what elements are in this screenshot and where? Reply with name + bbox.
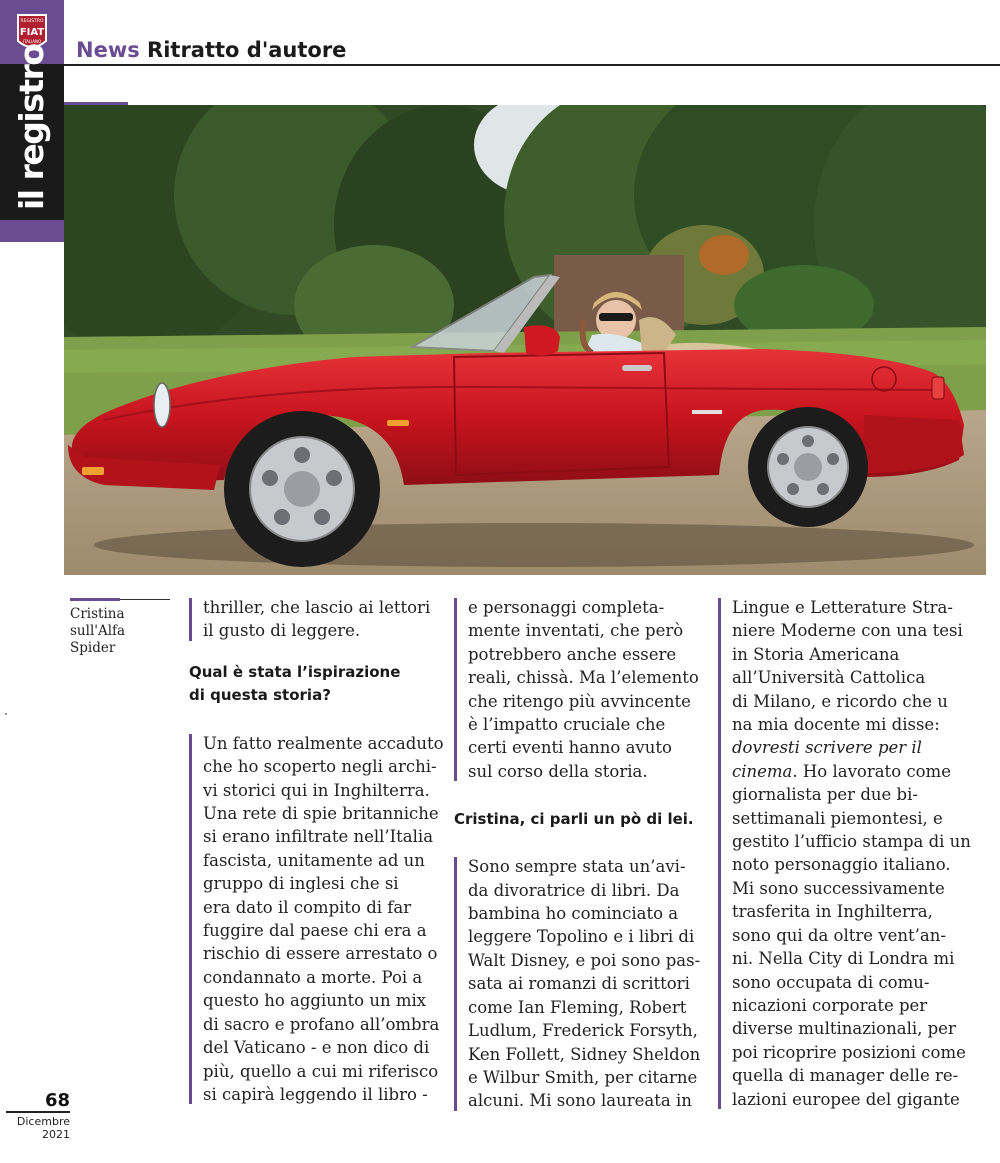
text-line: mente inventati, che però <box>468 621 684 641</box>
text-column-3 <box>718 596 988 1111</box>
text-line: Walt Disney, e poi sono pas- <box>468 950 701 970</box>
page-number: 68 <box>44 1090 70 1111</box>
issue-year: 2021 <box>42 1128 70 1141</box>
text-line: condannato a morte. Poi a <box>203 967 423 987</box>
text-line: come Ian Fleming, Robert <box>468 997 687 1017</box>
text-line: ni. Nella City di Londra mi <box>732 949 955 969</box>
text-column-2 <box>454 596 699 1113</box>
text-line: quella di manager delle re- <box>732 1066 959 1086</box>
text-line: trasferita in Inghilterra, <box>732 902 933 922</box>
text-line: e personaggi completa- <box>468 598 665 617</box>
text-line: più, quello a cui mi riferisco <box>203 1061 439 1081</box>
text-line: giornalista per due bi- <box>732 785 918 805</box>
paragraph <box>718 596 988 1111</box>
text-column-1 <box>189 596 444 1106</box>
header-rule <box>64 64 1000 66</box>
photo-caption <box>70 606 170 657</box>
text-line: reali, chissà. Ma l’elemento <box>468 668 699 688</box>
text-line: rischio di essere arrestato o <box>203 944 438 964</box>
caption-rule-accent <box>70 598 120 601</box>
folio-rule <box>6 1111 70 1113</box>
text-line: lazioni europee del gigante <box>732 1089 960 1109</box>
text-line: diverse multinazionali, per <box>732 1019 956 1039</box>
logo-top-text: REGISTRO <box>20 19 44 24</box>
text-line: che ho scoperto negli archi- <box>203 757 437 777</box>
text-line: na mia docente mi disse: <box>732 715 940 735</box>
interview-question <box>189 661 434 707</box>
paragraph <box>189 596 434 643</box>
text-line: leggere Topolino e i libri di <box>468 927 695 947</box>
issue-month: Dicembre <box>16 1115 70 1128</box>
italic-quote-line: dovresti scrivere per il <box>732 738 922 758</box>
text-line: il gusto di leggere. <box>203 621 361 641</box>
front-wheel <box>224 411 380 567</box>
caption-line: sull'Alfa <box>70 623 126 639</box>
paragraph <box>454 855 699 1112</box>
text-line: del Vaticano - e non dico di <box>203 1038 430 1058</box>
text-line: Un fatto realmente accaduto <box>203 733 444 753</box>
text-line: questo ho aggiunto un mix <box>203 991 427 1011</box>
question-line: Qual è stata l’ispirazione <box>189 662 401 681</box>
text-line: che ritengo più avvincente <box>468 691 691 711</box>
logo-bottom-text: ITALIANO <box>22 39 42 44</box>
text-line: Lingue e Letterature Stra- <box>732 598 953 617</box>
text-line: certi eventi hanno avuto <box>468 738 672 758</box>
issue-date <box>0 1115 70 1141</box>
caption-line: Cristina <box>70 606 125 622</box>
text-line: è l’impatto cruciale che <box>468 715 666 735</box>
text-line: e Wilbur Smith, per citarne <box>468 1067 698 1087</box>
text-line: nicazioni corporate per <box>732 995 928 1015</box>
text-line: da divoratrice di libri. Da <box>468 880 680 900</box>
feature-photo <box>64 105 986 575</box>
text-fragment: . Ho lavorato come <box>792 761 951 781</box>
text-line: settimanali piemontesi, e <box>732 808 943 828</box>
sidebar-vertical-label: il registro <box>12 44 51 210</box>
logo-main-text: FIAT <box>19 27 45 38</box>
caption-line: Spider <box>70 640 116 656</box>
text-line: si erano infiltrate nell’Italia <box>203 827 434 847</box>
text-line: di sacro e profano all’ombra <box>203 1014 440 1034</box>
page-header <box>76 38 346 62</box>
rear-wheel <box>748 407 868 527</box>
text-line: vi storici qui in Inghilterra. <box>203 780 430 800</box>
text-line: poi ricoprire posizioni come <box>732 1042 966 1062</box>
text-line: niere Moderne con una tesi <box>732 621 963 641</box>
paragraph <box>454 596 699 783</box>
text-line: alcuni. Mi sono laureata in <box>468 1091 692 1111</box>
text-line: Sono sempre stata un’avi- <box>468 857 686 877</box>
text-line: fascista, unitamente ad un <box>203 850 425 870</box>
text-line: bambina ho cominciato a <box>468 904 679 924</box>
text-line: di Milano, e ricordo che u <box>732 691 948 711</box>
stray-dot <box>5 713 7 715</box>
text-line: thriller, che lascio ai lettori <box>203 598 431 617</box>
sidebar-accent-bar <box>0 220 64 242</box>
header-section: News <box>76 38 140 62</box>
text-line: gestito l’ufficio stampa di un <box>732 832 971 852</box>
text-line: Ken Follett, Sidney Sheldon <box>468 1044 701 1064</box>
text-line: in Storia Americana <box>732 644 900 664</box>
trees-background <box>64 105 986 365</box>
text-line: all’Università Cattolica <box>732 668 926 688</box>
italic-quote-word: cinema <box>732 761 793 781</box>
text-line: Una rete di spie britanniche <box>203 804 439 824</box>
text-line: fuggire dal paese chi era a <box>203 921 427 941</box>
text-line: sata ai romanzi di scrittori <box>468 974 690 994</box>
caption-rule <box>120 599 170 600</box>
paragraph <box>189 732 444 1107</box>
text-line: sul corso della storia. <box>468 761 648 781</box>
text-line: sono occupata di comu- <box>732 972 930 992</box>
text-line: noto personaggio italiano. <box>732 855 951 875</box>
text-line: Mi sono successivamente <box>732 878 945 898</box>
question-line: di questa storia? <box>189 685 331 704</box>
question-line: Cristina, ci parli un pò di lei. <box>454 810 694 829</box>
text-line: potrebbero anche essere <box>468 644 677 664</box>
text-line: gruppo di inglesi che si <box>203 874 399 894</box>
text-line: Ludlum, Frederick Forsyth, <box>468 1021 698 1041</box>
interview-question <box>454 808 699 831</box>
text-line: si capirà leggendo il libro - <box>203 1084 428 1104</box>
text-line: sono qui da oltre vent’an- <box>732 925 946 945</box>
text-line <box>732 760 988 783</box>
header-title: Ritratto d'autore <box>147 38 347 62</box>
text-line: era dato il compito di far <box>203 897 412 917</box>
